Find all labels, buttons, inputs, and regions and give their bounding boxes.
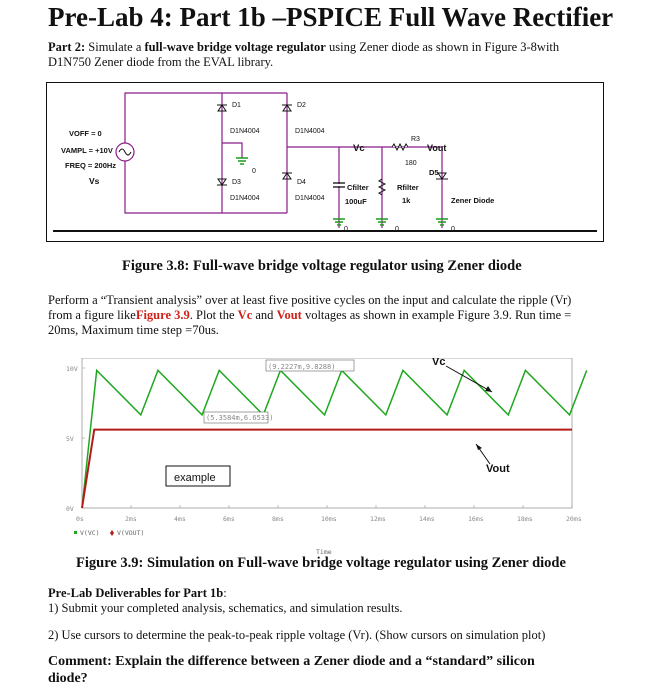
figure-ref: Figure 3.9 — [135, 308, 190, 322]
y-tick-label: 5V — [66, 435, 74, 443]
figure-3-8-caption: Figure 3.8: Full-wave bridge voltage regulator using Zener diode — [122, 258, 522, 274]
r3-value: 180 — [405, 160, 417, 167]
x-tick-label: 20ms — [566, 515, 582, 523]
x-tick-label: 2ms — [125, 515, 137, 523]
cursor2-label: (5.3584m,6.6533) — [206, 414, 274, 422]
ground-label: 0 — [252, 168, 256, 175]
y-tick-label: 0V — [66, 505, 74, 513]
diode-model-d2: D1N4004 — [295, 128, 325, 135]
ground-label-cap: 0 — [344, 226, 348, 233]
x-tick-label: 14ms — [419, 515, 435, 523]
diode-model-d3: D1N4004 — [230, 195, 260, 202]
comment-question — [48, 653, 648, 687]
x-tick-label: 16ms — [468, 515, 484, 523]
x-tick-label: 12ms — [370, 515, 386, 523]
instructions-line1: Perform a “Transient analysis” over at least five positive cycles on the input and calculate the ripple (Vr) — [48, 293, 572, 307]
page-title: Pre-Lab 4: Part 1b –PSPICE Full Wave Rectifier — [48, 2, 614, 32]
deliverables-colon: : — [223, 586, 227, 600]
deliverable-item-2: 2) Use cursors to determine the peak-to-peak ripple voltage (Vr). (Show cursors on simulation plot) — [48, 628, 546, 642]
ground-label-zener: 0 — [451, 226, 455, 233]
part2-paragraph — [48, 40, 608, 70]
part2-label: Part 2: — [48, 40, 86, 54]
x-tick-label: 8ms — [272, 515, 284, 523]
instructions-text: from a figure like — [48, 308, 136, 322]
source-voff: VOFF = 0 — [69, 129, 102, 138]
x-tick-label: 10ms — [321, 515, 337, 523]
diode-d4-label: D4 — [297, 179, 306, 186]
part2-text: Simulate a — [85, 40, 145, 54]
vout-annotation: Vout — [486, 463, 510, 475]
cursor1-label: (9.2227m,9.8288) — [268, 363, 336, 371]
example-label: example — [174, 472, 216, 484]
diode-d1-label: D1 — [232, 102, 241, 109]
part2-text-2: using Zener diode as shown in Figure 3-8with — [325, 40, 560, 54]
source-freq: FREQ = 200Hz — [65, 161, 117, 170]
x-tick-label: 6ms — [223, 515, 235, 523]
ground-label-res: 0 — [395, 226, 399, 233]
legend-vout: V(VOUT) — [117, 529, 145, 537]
rfilter-value: 1k — [402, 196, 411, 205]
diode-d3-label: D3 — [232, 179, 241, 186]
plot-frame — [82, 358, 572, 508]
diode-model-d1: D1N4004 — [230, 128, 260, 135]
legend-vc: V(VC) — [80, 529, 100, 537]
diode-d2-label: D2 — [297, 102, 306, 109]
source-vampl: VAMPL = +10V — [61, 146, 113, 155]
diode-model-d4: D1N4004 — [295, 195, 325, 202]
x-axis-label: Time — [316, 548, 332, 556]
r3-label: R3 — [411, 136, 420, 143]
x-tick-label: 0s — [76, 515, 84, 523]
instructions-text-4: voltages as shown in example Figure 3.9. Run time = — [301, 308, 572, 322]
deliverables-section — [48, 586, 628, 616]
source-vs: Vs — [89, 176, 100, 186]
simulation-plot — [46, 358, 606, 558]
zener-label: Zener Diode — [451, 196, 495, 205]
deliverable-item-1: 1) Submit your completed analysis, schematics, and simulation results. — [48, 601, 403, 615]
vout-node-label: Vout — [427, 143, 447, 153]
x-tick-label: 4ms — [174, 515, 186, 523]
part2-bold: full-wave bridge voltage regulator — [144, 40, 326, 54]
instructions-line3: 20ms, Maximum time step =70us. — [48, 323, 219, 337]
comment-line2: diode? — [48, 671, 88, 686]
cfilter-label: Cfilter — [347, 183, 369, 192]
vc-annotation: Vc — [432, 358, 446, 368]
vout-ref: Vout — [276, 308, 302, 322]
instructions-text-2: . Plot the — [189, 308, 238, 322]
deliverables-heading: Pre-Lab Deliverables for Part 1b — [48, 586, 224, 600]
rfilter-label: Rfilter — [397, 183, 419, 192]
comment-line1: Comment: Explain the difference between a Zener diode and a “standard” silicon — [48, 654, 535, 669]
y-tick-label: 10V — [66, 365, 78, 373]
figure-3-9-caption: Figure 3.9: Simulation on Full-wave bridge voltage regulator using Zener diode — [76, 555, 566, 571]
x-tick-label: 18ms — [517, 515, 533, 523]
vc-ref: Vc — [237, 308, 253, 322]
part2-line2: D1N750 Zener diode from the EVAL library. — [48, 55, 274, 69]
instructions-paragraph — [48, 293, 608, 338]
cfilter-value: 100uF — [345, 197, 367, 206]
instructions-text-3: and — [252, 308, 277, 322]
diode-d5-label: D5 — [429, 168, 439, 177]
schematic-figure — [46, 82, 604, 242]
vc-node-label: Vc — [353, 143, 365, 154]
